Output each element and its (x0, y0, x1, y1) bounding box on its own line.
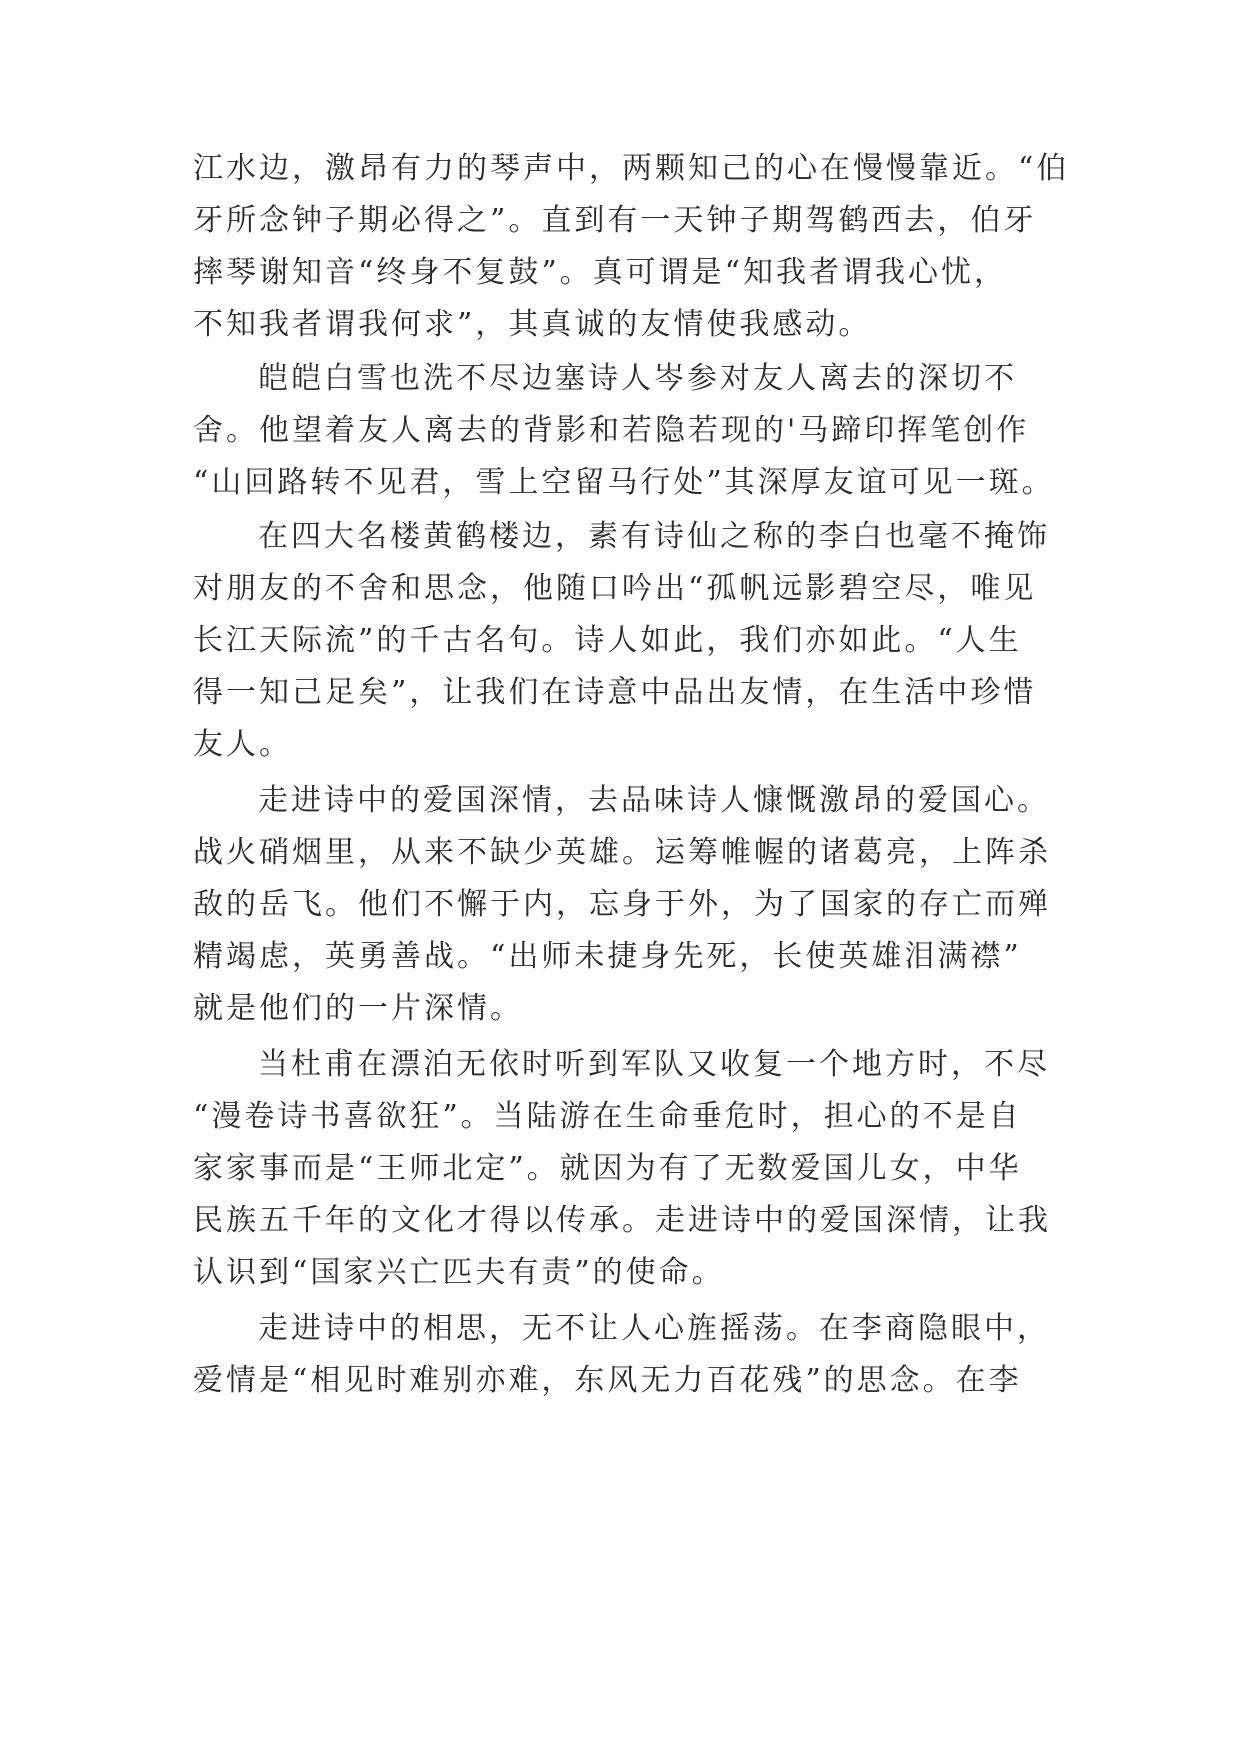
text-line: 不知我者谓我何求”，其真诚的友情使我感动。 (193, 307, 872, 342)
paragraph-first-line: 走进诗中的爱国深情，去品味诗人慷慨激昂的爱国心。 (258, 783, 1050, 818)
paragraph-first-line: 在四大名楼黄鹤楼边，素有诗仙之称的李白也毫不掩饰 (258, 519, 1050, 554)
paragraph-first-line: 走进诗中的相思，无不让人心旌摇荡。在李商隐眼中， (258, 1311, 1050, 1346)
text-line: 摔琴谢知音“终身不复鼓”。真可谓是“知我者谓我心忧， (193, 255, 1008, 290)
text-line: 舍。他望着友人离去的背影和若隐若现的'马蹄印挥笔创作 (193, 413, 1030, 448)
text-line: 战火硝烟里，从来不缺少英雄。运筹帷幄的诸葛亮，上阵杀 (193, 835, 1051, 870)
text-line: 牙所念钟子期必得之”。直到有一天钟子期驾鹤西去，伯牙 (193, 203, 1037, 238)
text-line: 精竭虑，英勇善战。“出师未捷身先死，长使英雄泪满襟” (193, 939, 1022, 974)
text-line: 得一知己足矣”，让我们在诗意中品出友情，在生活中珍惜 (193, 675, 1037, 710)
text-line: 友人。 (193, 727, 292, 762)
text-line: 爱情是“相见时难别亦难，东风无力百花残”的思念。在李 (193, 1363, 1022, 1398)
paragraph-first-line: 当杜甫在漂泊无依时听到军队又收复一个地方时，不尽 (258, 1047, 1050, 1082)
text-line: 对朋友的不舍和思念，他随口吟出“孤帆远影碧空尽，唯见 (193, 571, 1037, 606)
text-line: 认识到“国家兴亡匹夫有责”的使命。 (193, 1255, 725, 1290)
text-line: 家家事而是“王师北定”。就因为有了无数爱国儿女，中华 (193, 1151, 1022, 1186)
text-line: 民族五千年的文化才得以传承。走进诗中的爱国深情，让我 (193, 1203, 1051, 1238)
text-line: “山回路转不见君，雪上空留马行处”其深厚友谊可见一斑。 (193, 465, 1055, 500)
text-line: 江水边，激昂有力的琴声中，两颗知己的心在慢慢靠近。“伯 (193, 151, 1070, 186)
text-line: “漫卷诗书喜欲狂”。当陆游在生命垂危时，担心的不是自 (193, 1099, 1022, 1134)
paragraph-first-line: 皑皑白雪也洗不尽边塞诗人岑参对友人离去的深切不 (258, 361, 1017, 396)
text-line: 长江天际流”的千古名句。诗人如此，我们亦如此。“人生 (193, 623, 1022, 658)
text-line: 就是他们的一片深情。 (193, 991, 523, 1026)
text-line: 敌的岳飞。他们不懈于内，忘身于外，为了国家的存亡而殚 (193, 887, 1051, 922)
